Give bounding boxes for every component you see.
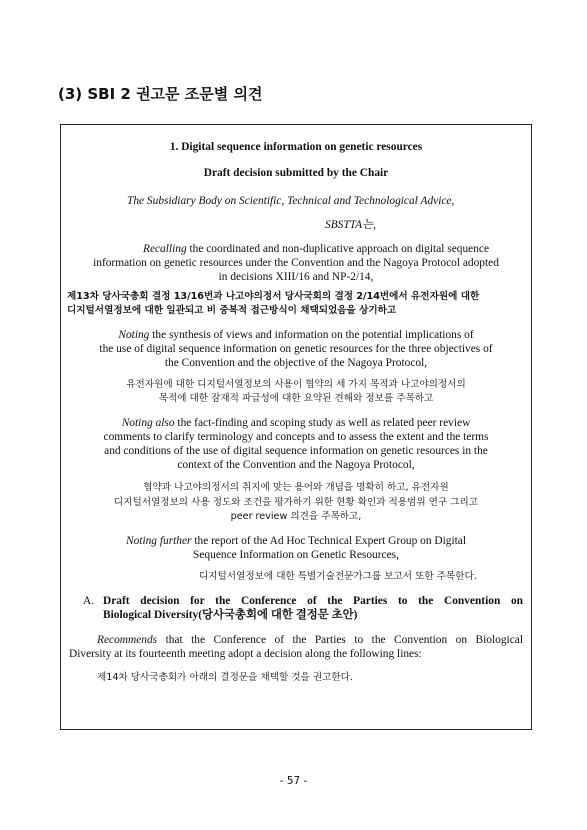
recalling-para — [61, 243, 531, 257]
noting-lead: Noting — [118, 329, 150, 341]
noting-also-line4: context of the Convention and the Nagoya Protocol, — [177, 459, 415, 471]
recalling-line2: information on genetic resources under the Convention and the Nagoya Protocol adopted — [93, 257, 499, 269]
recalling-line1: the coordinated and non-duplicative approach on digital sequence — [186, 243, 490, 255]
recommends-line1: that the Conference of the Parties to the Convention on Biological — [157, 634, 523, 646]
noting-ko2: 목적에 대한 잠재적 파급성에 대한 요약된 견해와 정보를 주목하고 — [158, 393, 434, 404]
recommends-lead: Recommends — [97, 634, 158, 646]
noting-also-line3: and conditions of the use of digital sequence information on genetic resources in the — [104, 445, 488, 457]
recalling-ko1: 제13차 당사국총회 결정 13/16번과 나고야의정서 당사국회의 결정 2/14번에서 유전자원에 대한 — [67, 291, 480, 302]
noting-further-line2: Sequence Information on Genetic Resources, — [193, 549, 399, 561]
box-subtitle: Draft decision submitted by the Chair — [203, 167, 389, 179]
noting-also-line2: comments to clarify terminology and concepts and to assess the extent and the terms — [103, 431, 489, 443]
noting-further-lead: Noting further — [125, 535, 192, 547]
noting-line2: the use of digital sequence information on genetic resources for the three objectives of — [99, 343, 493, 355]
noting-also-ko2: 디지털서열정보의 사용 정도와 조건을 평가하기 위한 현황 확인과 적용범위 연구 그리고 — [113, 497, 479, 508]
section-a-line2: Biological Diversity(당사국총회에 대한 결정문 초안) — [103, 609, 358, 621]
noting-para — [61, 329, 531, 343]
noting-ko1: 유전자원에 대한 디지털서열정보의 사용이 협약의 세 가지 목적과 나고야의정서의 — [126, 379, 466, 390]
box-title: 1. Digital sequence information on genetic resources — [169, 141, 423, 153]
noting-line1: the synthesis of views and information on the potential implications of — [149, 329, 474, 341]
page-number: - 57 - — [279, 775, 308, 787]
noting-further-line1: the report of the Ad Hoc Technical Expert Group on Digital — [191, 535, 467, 547]
recommends-ko1: 제14차 당사국총회가 아래의 결정문을 채택할 것을 권고한다. — [97, 672, 353, 683]
noting-also-para — [61, 417, 531, 431]
body-name: The Subsidiary Body on Scientific, Technical and Technological Advice, — [127, 195, 455, 207]
recalling-ko2: 디지털서열정보에 대한 일관되고 비 중복적 접근방식이 채택되었음을 상기하고 — [67, 305, 397, 316]
body-name-ko: SBSTTA는, — [325, 219, 376, 231]
noting-also-line1: the fact-finding and scoping study as well as related peer review — [174, 417, 471, 429]
draft-decision-box — [60, 124, 532, 730]
section-a-line1: Draft decision for the Conference of the Parties to the Convention on — [103, 595, 523, 607]
noting-further-para — [61, 535, 531, 549]
recommends-line2: Diversity at its fourteenth meeting adopt a decision along the following lines: — [69, 648, 422, 660]
noting-also-lead: Noting also — [121, 417, 175, 429]
recalling-lead: Recalling — [142, 243, 187, 255]
noting-also-ko1: 협약과 나고야의정서의 취지에 맞는 용어와 개념을 명확히 하고, 유전자원 — [143, 482, 449, 493]
noting-also-ko3: peer review 의견을 주목하고, — [230, 511, 362, 522]
section-heading: (3) SBI 2 권고문 조문별 의견 — [58, 85, 263, 103]
section-a-marker: A. — [83, 595, 95, 607]
noting-line3: the Convention and the objective of the Nagoya Protocol, — [164, 357, 428, 369]
recalling-line3: in decisions XIII/16 and NP-2/14, — [218, 271, 374, 283]
recommends-para — [97, 634, 523, 648]
noting-further-ko1: 디지털서열정보에 대한 특별기술전문가그룹 보고서 또한 주목한다. — [199, 571, 477, 582]
